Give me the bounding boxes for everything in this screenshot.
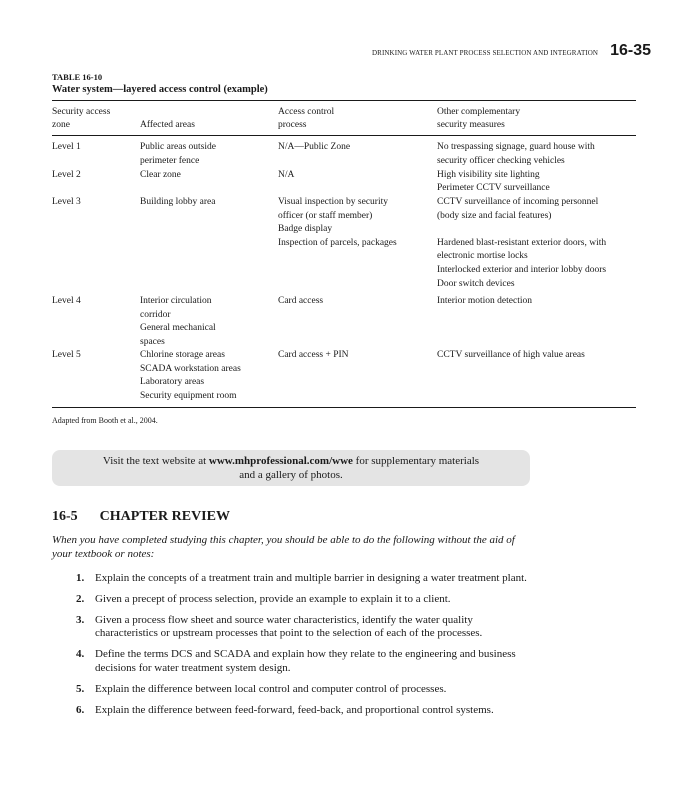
callout-suffix: for supplementary materials — [352, 455, 480, 467]
cell-line: Inspection of parcels, packages — [278, 237, 397, 248]
cell-measures — [437, 141, 637, 168]
review-item-text: Define the terms DCS and SCADA and explain how they relate to the engineering and business decisions for water treatment system design. — [95, 648, 516, 674]
cell-line: Hardened blast-resistant exterior doors, with — [437, 237, 607, 248]
cell-line: Laboratory areas — [140, 377, 205, 388]
page-number: 16-35 — [610, 42, 651, 59]
review-item-text: Given a precept of process selection, provide an example to explain it to a client. — [95, 592, 451, 605]
section-title: CHAPTER REVIEW — [99, 509, 230, 524]
header-zone-line: zone — [52, 120, 70, 130]
cell-spacer — [437, 223, 637, 237]
cell-line: Interlocked exterior and interior lobby doors — [437, 264, 607, 275]
cell-line: Level 2 — [52, 169, 81, 180]
cell-line: Public areas outside — [140, 142, 216, 152]
section-intro: When you have completed studying this chapter, you should be able to do the following without the aid of your textbook or notes: — [52, 534, 515, 560]
cell-measures — [437, 169, 637, 196]
table-caption: Water system—layered access control (example) — [52, 84, 268, 95]
cell-access — [278, 349, 436, 363]
cell-line: N/A—Public Zone — [278, 142, 351, 152]
cell-line: General mechanical — [140, 323, 216, 334]
cell-areas — [140, 169, 278, 183]
cell-line: Level 1 — [52, 142, 81, 152]
review-item-number: 2. — [76, 592, 85, 605]
callout-prefix: Visit the text website at — [102, 455, 209, 467]
cell-measures — [437, 196, 637, 291]
callout-line2: and a gallery of photos. — [239, 469, 343, 481]
website-callout — [52, 450, 530, 486]
cell-line: Level 3 — [52, 197, 81, 207]
cell-zone — [52, 196, 137, 210]
review-item — [76, 572, 536, 586]
cell-measures — [437, 349, 637, 363]
cell-line: No trespassing signage, guard house with — [437, 142, 595, 152]
section-heading — [52, 509, 230, 525]
cell-areas — [140, 349, 278, 403]
cell-access — [278, 295, 436, 309]
header-measures-line: Other complementary — [437, 107, 521, 117]
review-item — [76, 614, 536, 642]
table-source-note: Adapted from Booth et al., 2004. — [52, 416, 158, 425]
cell-line: spaces — [140, 336, 165, 347]
cell-zone — [52, 141, 137, 155]
review-item-number: 4. — [76, 648, 85, 661]
header-zone — [52, 106, 137, 132]
review-item-number: 5. — [76, 682, 85, 695]
cell-line: CCTV surveillance of incoming personnel — [437, 197, 599, 207]
cell-line: Chlorine storage areas — [140, 350, 225, 360]
cell-zone — [52, 169, 137, 183]
review-item-number: 6. — [76, 703, 85, 716]
review-item-number: 3. — [76, 613, 85, 626]
cell-line: Clear zone — [140, 169, 181, 180]
cell-line: Visual inspection by security — [278, 197, 388, 207]
table-header — [52, 106, 636, 134]
header-measures — [437, 106, 637, 132]
cell-line: officer (or staff member) — [278, 210, 373, 221]
cell-line: Card access + PIN — [278, 350, 349, 360]
review-item-number: 1. — [76, 572, 85, 584]
section-number: 16-5 — [52, 509, 78, 524]
cell-areas — [140, 196, 278, 210]
review-item — [76, 704, 536, 718]
review-item — [76, 593, 536, 607]
review-item — [76, 648, 536, 676]
table-header-rule — [52, 135, 636, 136]
header-zone-line: Security access — [52, 107, 111, 117]
header-access-line: process — [278, 120, 307, 130]
cell-zone — [52, 349, 137, 363]
cell-line: N/A — [278, 169, 295, 180]
review-item-text: Explain the difference between feed-forward, feed-back, and proportional control systems. — [95, 703, 494, 716]
review-item-text: Explain the concepts of a treatment train and multiple barrier in designing a water treatment plant. — [95, 572, 527, 584]
cell-line: Perimeter CCTV surveillance — [437, 183, 550, 194]
review-item-text: Explain the difference between local control and computer control of processes. — [95, 682, 447, 695]
running-head — [372, 42, 651, 60]
cell-line: Level 4 — [52, 296, 81, 306]
cell-line: Interior motion detection — [437, 296, 532, 306]
cell-line: electronic mortise locks — [437, 251, 528, 262]
cell-line: Interior circulation — [140, 296, 212, 306]
cell-line: Card access — [278, 296, 324, 306]
cell-line: Level 5 — [52, 350, 81, 360]
header-access — [278, 106, 436, 132]
table-bottom-rule — [52, 407, 636, 408]
review-item-text: Given a process flow sheet and source water characteristics, identify the water quality characteristics or upstream processes that point to the selection of each of the processes. — [95, 613, 483, 640]
header-areas: Affected areas — [140, 120, 195, 130]
website-link[interactable]: www.mhprofessional.com/wwe — [208, 455, 353, 467]
cell-line: SCADA workstation areas — [140, 363, 241, 374]
cell-access — [278, 169, 436, 183]
header-access-line: Access control — [278, 107, 335, 117]
cell-access — [278, 141, 436, 155]
review-list — [76, 572, 536, 724]
table-label: TABLE 16-10 — [52, 72, 103, 82]
table-top-rule — [52, 100, 636, 101]
cell-line: perimeter fence — [140, 155, 200, 166]
running-title: DRINKING WATER PLANT PROCESS SELECTION AND INTEGRATION — [372, 49, 599, 57]
cell-areas — [140, 295, 278, 349]
cell-line: Badge display — [278, 224, 333, 235]
cell-access — [278, 196, 436, 250]
cell-line: security officer checking vehicles — [437, 155, 565, 166]
cell-line: CCTV surveillance of high value areas — [437, 350, 585, 360]
cell-zone — [52, 295, 137, 309]
cell-line: High visibility site lighting — [437, 169, 540, 180]
cell-areas — [140, 141, 278, 168]
cell-line: Building lobby area — [140, 197, 216, 207]
cell-line: Door switch devices — [437, 278, 515, 289]
review-item — [76, 683, 536, 697]
cell-measures — [437, 295, 637, 309]
header-measures-line: security measures — [437, 120, 505, 130]
cell-line: (body size and facial features) — [437, 210, 552, 221]
cell-line: corridor — [140, 309, 171, 320]
cell-line: Security equipment room — [140, 390, 237, 401]
